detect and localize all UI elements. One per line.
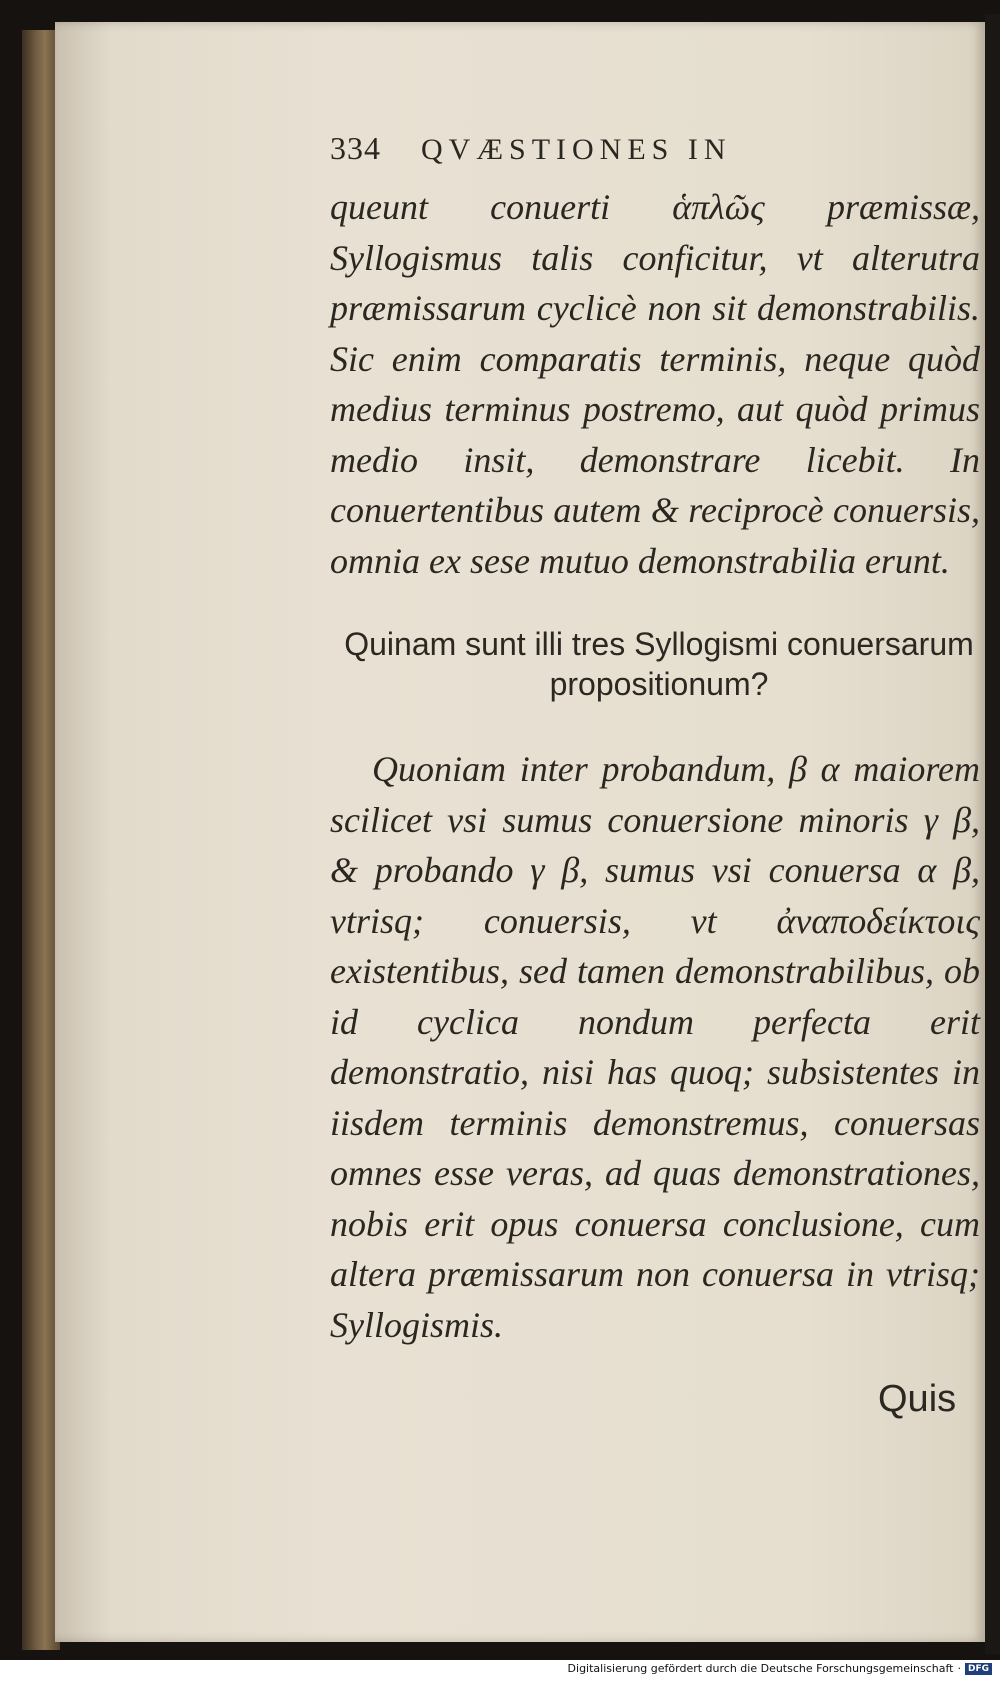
question-heading: Quinam sunt illi tres Syllogismi conuersarum propositionum? [344, 626, 974, 702]
answer-paragraph: Quoniam inter probandum, β α maiorem scilicet vsi sumus conuersione minoris γ β, & probando γ β, sumus vsi conuersa α β, vtrisq; conuersis, vt ἀναποδείκτοις existentibus, sed tamen demonstrabilibus, ob id cyclica nondum perfecta erit demonstratio, nisi has quoq; subsistentes in iisdem terminis demonstremus, conuersas omnes esse veras, ad quas demonstrationes, nobis erit opus conuersa conclusione, cum altera præmissarum non conuersa in vtrisq; Syllogismis. [330, 749, 980, 1345]
page-number: 334 [330, 130, 381, 166]
digitization-credit: Digitalisierung gefördert durch die Deutsche Forschungsgemeinschaft · DFG [568, 1662, 992, 1675]
dfg-logo: DFG [965, 1663, 992, 1675]
running-title: QVÆSTIONES IN [421, 133, 732, 166]
continued-paragraph: queunt conuerti ἁπλῶς præmissæ, Syllogismus talis conficitur, vt alterutra præmissarum cyclicè non sit demonstrabilis. Sic enim comparatis terminis, neque quòd medius terminus postremo, aut quòd primus medio insit, demonstrare licebit. In conuertentibus autem & reciprocè conuersis, omnia ex sese mutuo demonstrabilia erunt. [330, 187, 980, 581]
catchword: Quis [878, 1378, 957, 1420]
page-text [330, 130, 980, 1350]
page-header [330, 130, 980, 182]
credit-text: Digitalisierung gefördert durch die Deutsche Forschungsgemeinschaft [567, 1662, 954, 1675]
page-right-edge [985, 14, 1000, 1654]
